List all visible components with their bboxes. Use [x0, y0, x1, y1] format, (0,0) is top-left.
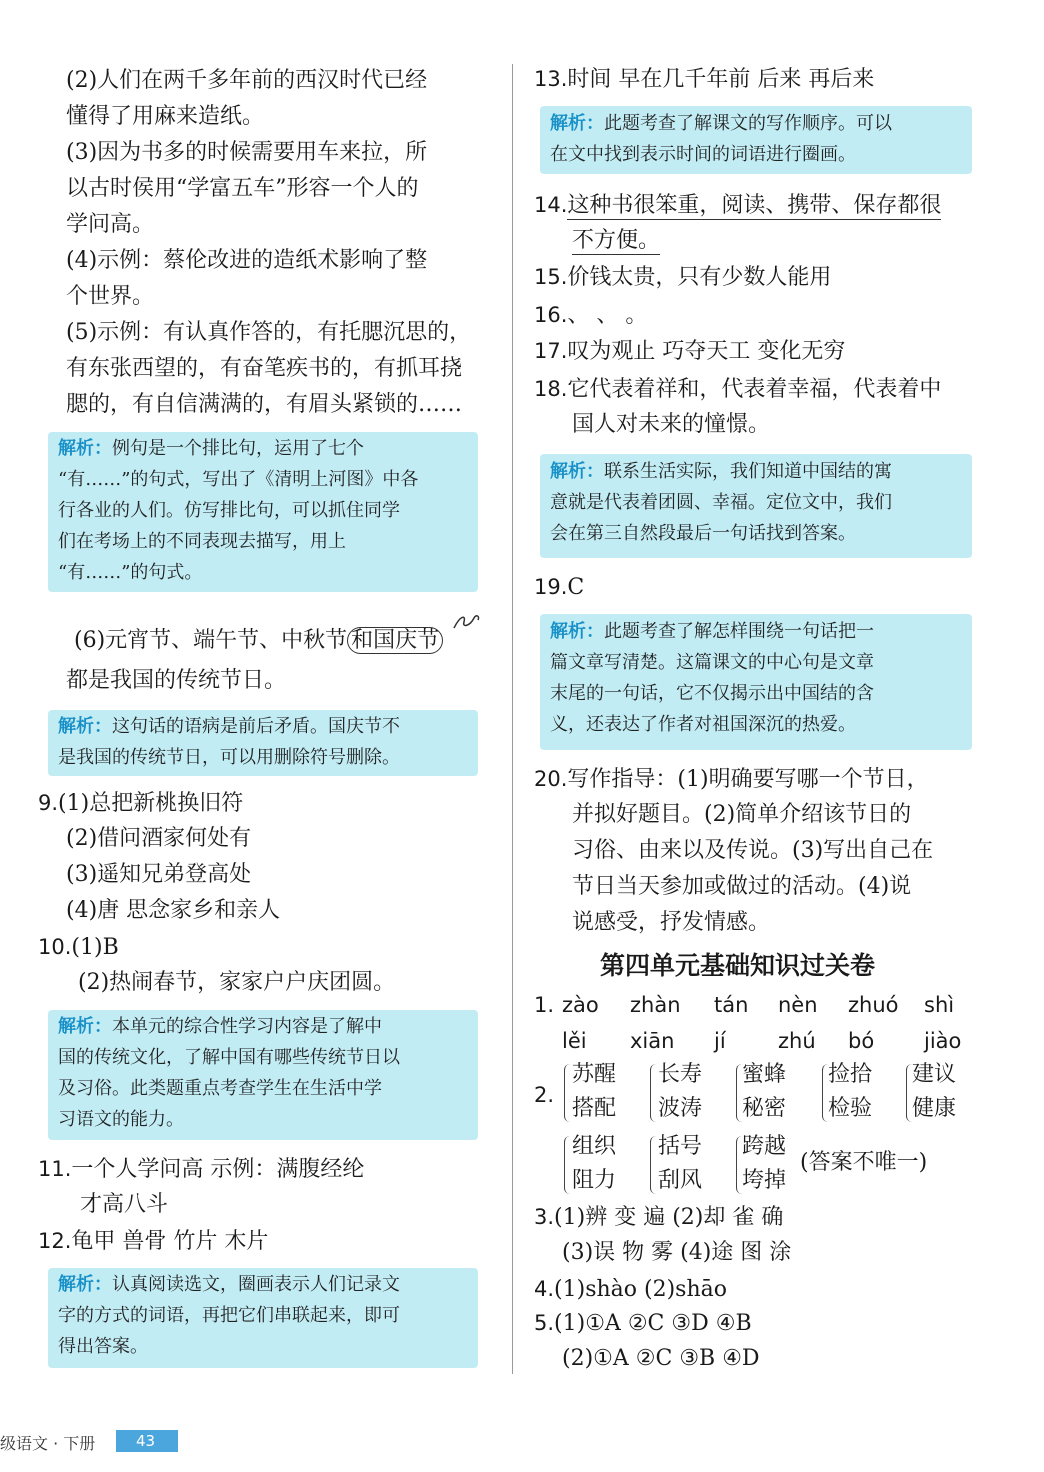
- answer-text: 价钱太贵，只有少数人能用: [567, 265, 832, 290]
- answer-line: 并拟好题目。(2)简单介绍该节日的: [572, 802, 912, 827]
- analysis-box: [48, 1268, 478, 1368]
- answer-text: 时间 早在几千年前 后来 再后来: [567, 67, 875, 92]
- question-number: 20.: [534, 767, 568, 791]
- section-heading: 第四单元基础知识过关卷: [600, 951, 876, 980]
- brace-icon: [650, 1136, 657, 1194]
- answer-line: 节日当天参加或做过的活动。(4)说: [572, 874, 912, 899]
- page-number: 43: [116, 1430, 178, 1452]
- pinyin-item: jí: [714, 1029, 726, 1053]
- answer-line: 懂得了用麻来造纸。: [66, 104, 265, 129]
- analysis-text: 字的方式的词语，再把它们串联起来，即可: [58, 1305, 400, 1326]
- analysis-text: 习语文的能力。: [58, 1109, 184, 1130]
- word: 括号: [658, 1134, 703, 1159]
- question-number: 19.: [534, 575, 568, 599]
- question-18: [534, 374, 941, 405]
- column-divider: [512, 64, 513, 1374]
- answer-line: 学问高。: [66, 212, 155, 237]
- question-12: [38, 1226, 268, 1257]
- analysis-box: [540, 614, 972, 750]
- question-11: [38, 1154, 364, 1185]
- word: 秘密: [742, 1096, 787, 1121]
- question-4: [534, 1274, 727, 1305]
- answer-text: 写作指导：(1)明确要写哪一个节日，: [567, 767, 929, 792]
- pinyin-item: lěi: [562, 1029, 587, 1053]
- question-number: 10.: [38, 935, 72, 959]
- answer-line: (3)因为书多的时候需要用车来拉，所: [66, 140, 428, 165]
- pinyin-item: xiān: [630, 1029, 675, 1053]
- analysis-text: 是我国的传统节日，可以用删除符号删除。: [58, 747, 400, 768]
- answer-text: (6)元宵节、端午节、中秋节: [74, 628, 348, 653]
- answer-text: 、 、 。: [567, 303, 648, 328]
- analysis-tag: 解析：: [550, 621, 604, 642]
- question-10: [38, 932, 119, 963]
- analysis-text: 联系生活实际，我们知道中国结的寓: [604, 461, 892, 482]
- question-15: [534, 262, 831, 293]
- answer-text: (1)①A ②C ③D ④B: [554, 1311, 752, 1336]
- brace-icon: [650, 1064, 657, 1122]
- analysis-text: 义，还表达了作者对祖国深沉的热爱。: [550, 714, 856, 735]
- analysis-tag: 解析：: [550, 461, 604, 482]
- answer-line: 国人对未来的憧憬。: [572, 412, 771, 437]
- answer-line: 以古时侯用“学富五车”形容一个人的: [66, 176, 419, 201]
- answer-line: 有东张西望的，有奋笔疾书的，有抓耳挠: [66, 356, 463, 381]
- answer-line: (2)①A ②C ③B ④D: [562, 1346, 760, 1371]
- analysis-text: “有……”的句式，写出了《清明上河图》中各: [58, 469, 419, 490]
- question-14: [534, 190, 941, 221]
- answer-text: (1)shào (2)shāo: [554, 1277, 728, 1302]
- question-number: 4.: [534, 1277, 555, 1301]
- analysis-box: [540, 454, 972, 558]
- analysis-text: 会在第三自然段最后一句话找到答案。: [550, 523, 856, 544]
- word-pair: [828, 1058, 872, 1126]
- word: 蜜蜂: [742, 1062, 787, 1087]
- word: 阻力: [572, 1168, 617, 1193]
- analysis-text: 认真阅读选文，圈画表示人们记录文: [112, 1274, 400, 1295]
- question-number: 11.: [38, 1157, 72, 1181]
- pinyin-item: tán: [714, 993, 749, 1017]
- word: 苏醒: [572, 1062, 617, 1087]
- question-number: 9.: [38, 791, 59, 815]
- analysis-text: 此题考查了解怎样围绕一句话把一: [604, 621, 874, 642]
- question-number: 12.: [38, 1229, 72, 1253]
- answer-line: (3)误 物 雾 (4)途 图 涂: [562, 1240, 792, 1265]
- pinyin-item: shì: [924, 993, 955, 1017]
- answer-line: (4)唐 思念家乡和亲人: [66, 898, 281, 923]
- question-number: 18.: [534, 377, 568, 401]
- pinyin-item: zhuó: [848, 993, 899, 1017]
- answer-line: [572, 226, 660, 256]
- word-pair: [742, 1058, 786, 1126]
- answer-text: (1)B: [71, 935, 119, 960]
- underlined-answer: 这种书很笨重，阅读、携带、保存都很: [567, 193, 942, 218]
- analysis-box: [48, 710, 478, 776]
- answer-line: (2)借问酒家何处有: [66, 826, 252, 851]
- answer-line: 习俗、由来以及传说。(3)写出自己在: [572, 838, 934, 863]
- answer-text: (1)辨 变 遍 (2)却 雀 确: [554, 1205, 784, 1230]
- answer-text: C: [567, 575, 585, 600]
- answer-line: 腮的，有自信满满的，有眉头紧锁的……: [66, 392, 463, 417]
- word: 长寿: [658, 1062, 703, 1087]
- book-title: 级语文 · 下册: [0, 1434, 96, 1453]
- answer-text: (1)总把新桃换旧符: [58, 791, 244, 816]
- word: 刮风: [658, 1168, 703, 1193]
- analysis-text: 例句是一个排比句，运用了七个: [112, 438, 364, 459]
- analysis-box: [540, 106, 972, 174]
- analysis-text: 篇文章写清楚。这篇课文的中心句是文章: [550, 652, 874, 673]
- word: 健康: [912, 1096, 957, 1121]
- pinyin-item: nèn: [778, 993, 818, 1017]
- pinyin-question-1: [534, 990, 554, 1021]
- question-number: 14.: [534, 193, 568, 217]
- question-9: [38, 788, 243, 819]
- analysis-text: “有……”的句式。: [58, 562, 203, 583]
- question-number: 5.: [534, 1311, 555, 1335]
- answer-text: 叹为观止 巧夺天工 变化无穷: [567, 339, 846, 364]
- analysis-box: [48, 1010, 478, 1140]
- pinyin-item: zào: [562, 993, 599, 1017]
- analysis-text: 意就是代表着团圆、幸福。定位文中，我们: [550, 492, 892, 513]
- question-number: 16.: [534, 303, 568, 327]
- answer-text: 一个人学问高 示例：满腹经纶: [71, 1157, 365, 1182]
- analysis-box: [48, 432, 478, 592]
- answer-line: [74, 626, 443, 656]
- word-pair: [572, 1130, 616, 1198]
- analysis-tag: 解析：: [58, 438, 112, 459]
- brace-icon: [564, 1136, 571, 1194]
- analysis-tag: 解析：: [550, 113, 604, 134]
- delete-mark-icon: [452, 612, 482, 632]
- word: 搭配: [572, 1096, 617, 1121]
- answer-line: 个世界。: [66, 284, 155, 309]
- answer-line: (3)遥知兄弟登高处: [66, 862, 252, 887]
- analysis-text: 行各业的人们。仿写排比句，可以抓住同学: [58, 500, 400, 521]
- pinyin-row: [562, 990, 954, 1020]
- analysis-text: 们在考场上的不同表现去描写，用上: [58, 531, 346, 552]
- answer-line: (5)示例：有认真作答的，有托腮沉思的，: [66, 320, 472, 345]
- word-pair: [658, 1130, 702, 1198]
- answer-line: 说感受，抒发情感。: [572, 910, 771, 935]
- answer-line: 才高八斗: [80, 1192, 169, 1217]
- answer-line: 都是我国的传统节日。: [66, 668, 287, 693]
- question-3: [534, 1202, 783, 1233]
- word-pair: [572, 1058, 616, 1126]
- word: 波涛: [658, 1096, 703, 1121]
- answer-note: (答案不唯一): [800, 1150, 928, 1175]
- question-5: [534, 1308, 752, 1339]
- word-pair: [742, 1130, 786, 1198]
- word: 组织: [572, 1134, 617, 1159]
- analysis-tag: 解析：: [58, 716, 112, 737]
- analysis-text: 及习俗。此类题重点考查学生在生活中学: [58, 1078, 382, 1099]
- analysis-tag: 解析：: [58, 1016, 112, 1037]
- question-2: [534, 1080, 554, 1111]
- question-number: 3.: [534, 1205, 555, 1229]
- analysis-tag: 解析：: [58, 1274, 112, 1295]
- question-number: 15.: [534, 265, 568, 289]
- pinyin-item: zhú: [778, 1029, 816, 1053]
- pinyin-row: [562, 1026, 961, 1056]
- question-number: 1.: [534, 993, 555, 1017]
- analysis-text: 末尾的一句话，它不仅揭示出中国结的含: [550, 683, 874, 704]
- question-17: [534, 336, 845, 367]
- pinyin-item: bó: [848, 1029, 875, 1053]
- question-16: [534, 300, 647, 331]
- answer-line: (4)示例：蔡伦改进的造纸术影响了整: [66, 248, 428, 273]
- word: 检验: [828, 1096, 873, 1121]
- word-pair: [658, 1058, 702, 1126]
- underlined-answer: 不方便。: [572, 228, 661, 253]
- answer-line: (2)人们在两千多年前的西汉时代已经: [66, 68, 428, 93]
- answer-text: 它代表着祥和，代表着幸福，代表着中: [567, 377, 942, 402]
- analysis-text: 本单元的综合性学习内容是了解中: [112, 1016, 382, 1037]
- word: 捡拾: [828, 1062, 873, 1087]
- answer-line: (2)热闹春节，家家户户庆团圆。: [78, 970, 396, 995]
- analysis-text: 此题考查了解课文的写作顺序。可以: [604, 113, 892, 134]
- question-13: [534, 64, 874, 95]
- pinyin-item: jiào: [924, 1029, 962, 1053]
- question-number: 2.: [534, 1083, 555, 1107]
- brace-icon: [564, 1064, 571, 1122]
- word: 垮掉: [742, 1168, 787, 1193]
- analysis-text: 得出答案。: [58, 1336, 148, 1357]
- circled-correction: 和国庆节: [347, 627, 443, 654]
- pinyin-item: zhàn: [630, 993, 681, 1017]
- question-19: [534, 572, 584, 603]
- word: 跨越: [742, 1134, 787, 1159]
- question-number: 17.: [534, 339, 568, 363]
- question-number: 13.: [534, 67, 568, 91]
- analysis-text: 这句话的语病是前后矛盾。国庆节不: [112, 716, 400, 737]
- answer-text: 龟甲 兽骨 竹片 木片: [71, 1229, 269, 1254]
- analysis-text: 在文中找到表示时间的词语进行圈画。: [550, 144, 856, 165]
- analysis-text: 国的传统文化，了解中国有哪些传统节日以: [58, 1047, 400, 1068]
- question-20: [534, 764, 929, 795]
- word-pair: [912, 1058, 956, 1126]
- word: 建议: [912, 1062, 957, 1087]
